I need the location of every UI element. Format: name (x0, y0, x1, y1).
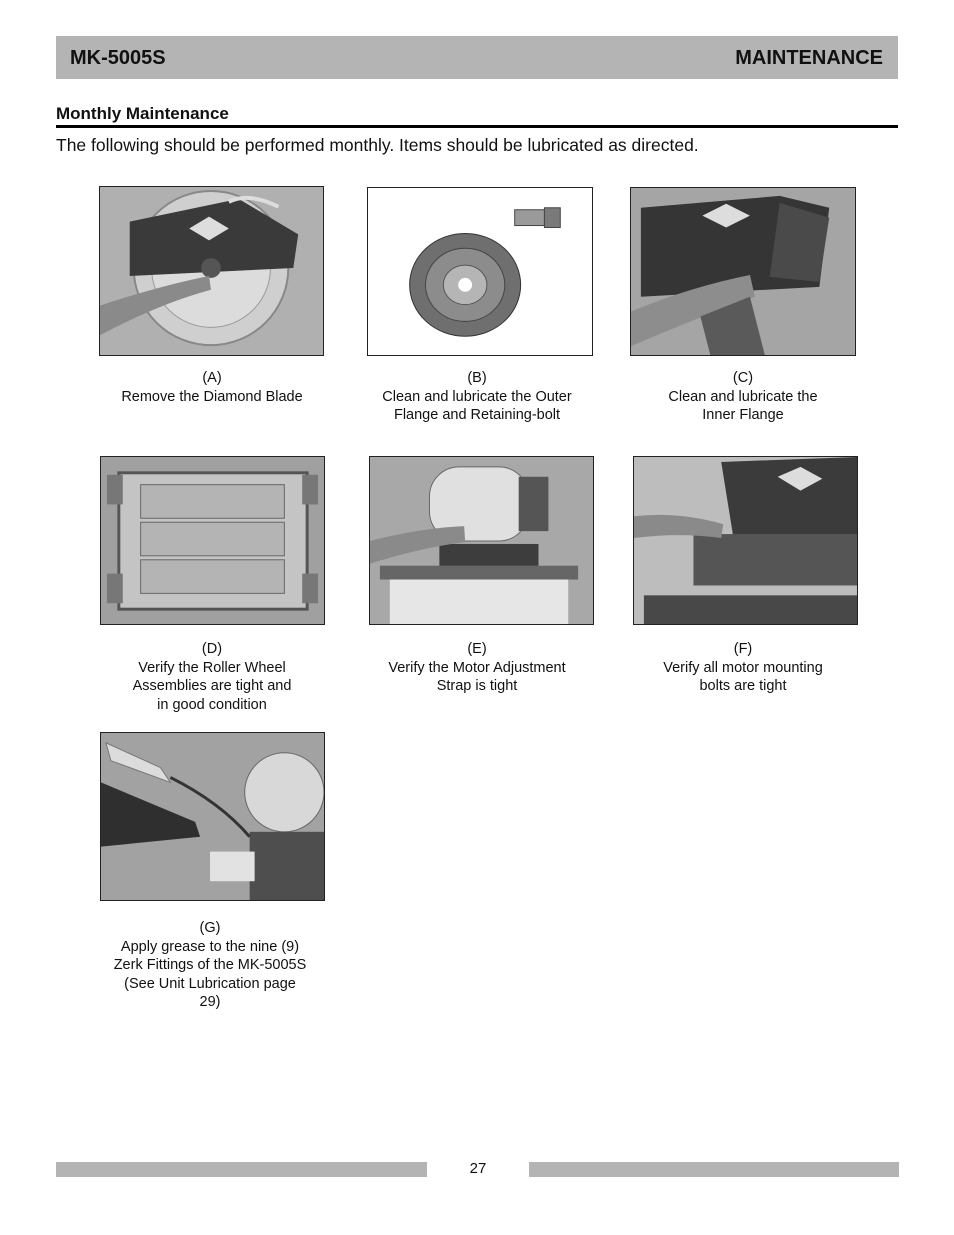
intro-text: The following should be performed monthly. Items should be lubricated as directed. (56, 135, 699, 155)
photo-inner-flange (630, 187, 856, 356)
footer-bar-left (56, 1162, 427, 1177)
header-bar (56, 36, 898, 79)
caption-letter: (G) (199, 920, 221, 936)
footer-bar-right (529, 1162, 899, 1177)
caption-line: Verify all motor mounting (663, 659, 823, 676)
caption-g (90, 919, 330, 1012)
caption-line: Clean and lubricate the (668, 388, 818, 405)
caption-letter: (B) (467, 370, 487, 386)
caption-letter: (F) (733, 641, 753, 657)
caption-e (357, 640, 597, 696)
model-name: MK-5005S (70, 47, 166, 69)
caption-line: 29) (199, 994, 221, 1010)
section-title: Monthly Maintenance (56, 104, 898, 128)
caption-f (623, 640, 863, 696)
caption-line: bolts are tight (699, 678, 787, 694)
caption-letter: (A) (202, 370, 222, 386)
caption-line: Inner Flange (702, 407, 784, 423)
caption-line: Flange and Retaining-bolt (393, 407, 561, 423)
caption-c (623, 369, 863, 425)
photo-outer-flange (367, 187, 593, 356)
caption-b (357, 369, 597, 425)
caption-line: Remove the Diamond Blade (121, 388, 303, 405)
caption-a (92, 369, 332, 406)
photo-grease-fittings (100, 732, 325, 901)
caption-line: Verify the Motor Adjustment (388, 659, 566, 676)
caption-line: in good condition (157, 696, 267, 713)
caption-line: Apply grease to the nine (9) (120, 938, 300, 955)
caption-line: Clean and lubricate the Outer (382, 388, 572, 405)
caption-line: (See Unit Lubrication page (124, 975, 296, 992)
photo-remove-blade (99, 186, 324, 356)
caption-letter: (C) (732, 370, 754, 386)
photo-motor-bolts (633, 456, 858, 625)
section-name: MAINTENANCE (735, 47, 883, 69)
caption-letter: (E) (467, 641, 487, 657)
page-number: 27 (469, 1160, 487, 1177)
photo-motor-strap (369, 456, 594, 625)
caption-line: Strap is tight (436, 678, 518, 694)
caption-line: Verify the Roller Wheel (138, 659, 286, 676)
caption-line: Zerk Fittings of the MK-5005S (113, 957, 307, 973)
caption-line: Assemblies are tight and (132, 678, 292, 694)
photo-roller-wheels (100, 456, 325, 625)
caption-letter: (D) (201, 641, 223, 657)
caption-d (92, 640, 332, 714)
